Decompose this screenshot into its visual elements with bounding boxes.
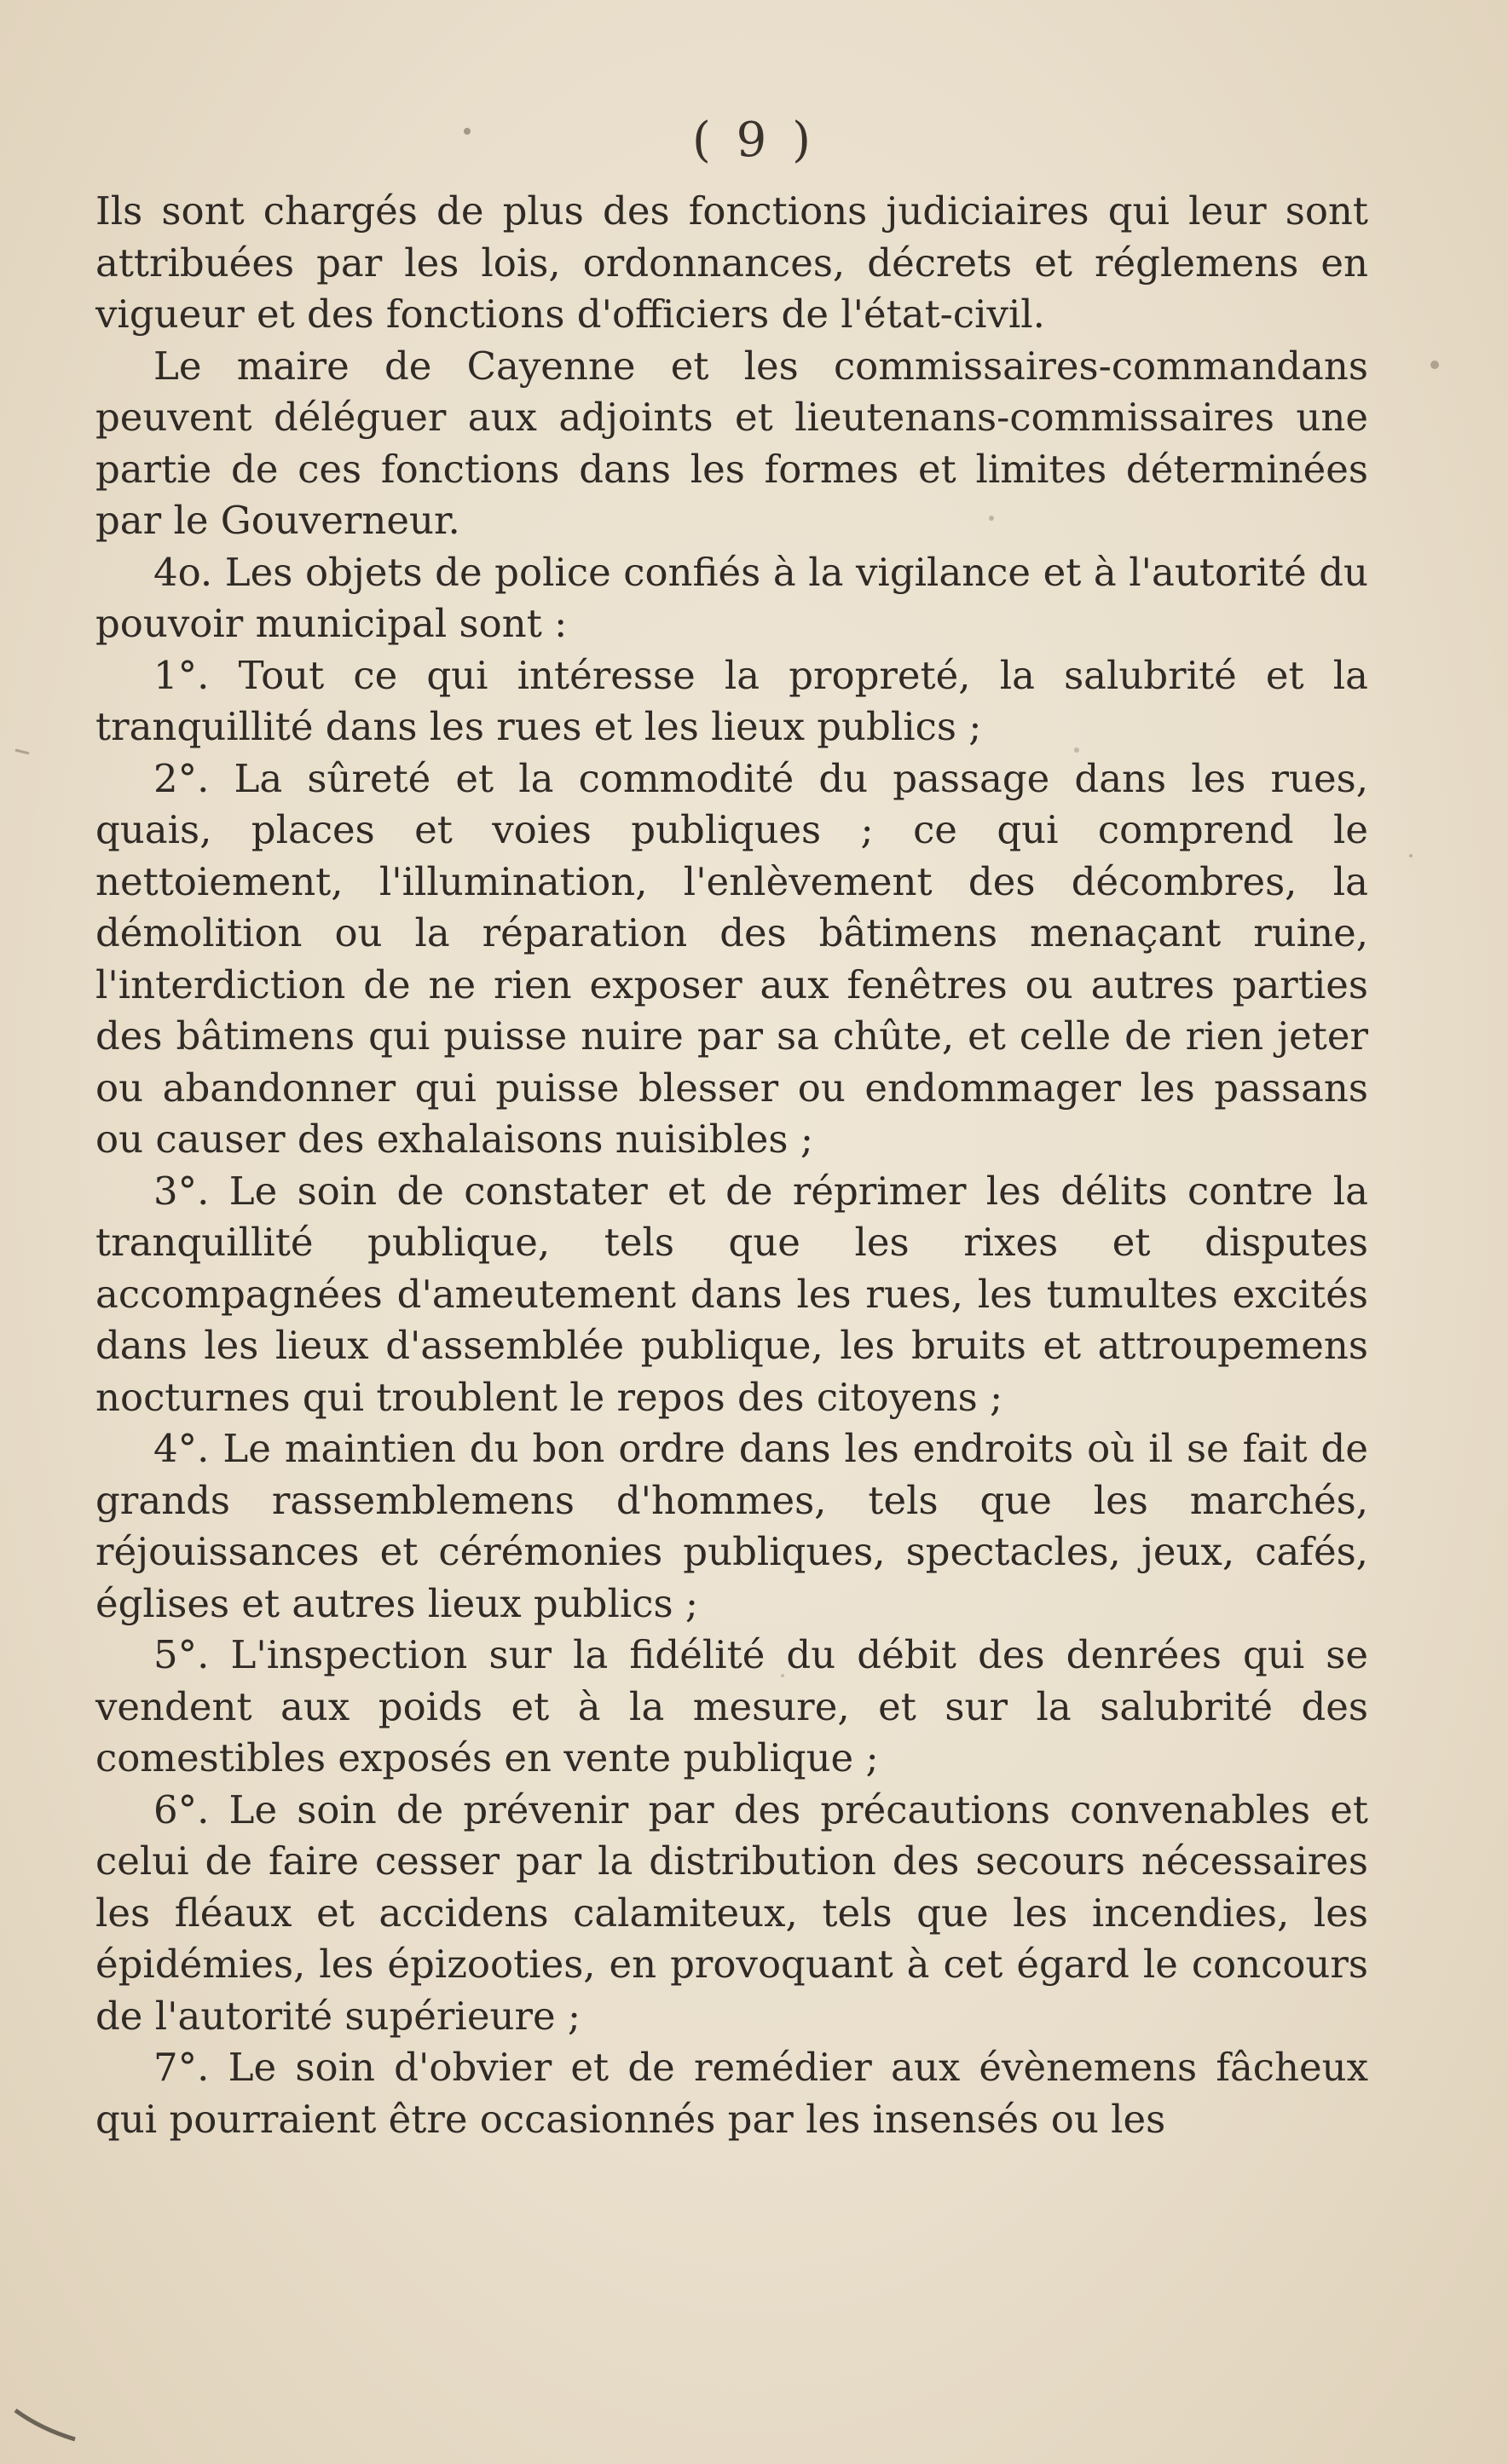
paragraph-judicial-functions: Ils sont chargés de plus des fonctions judiciaires qui leur sont attribuées par les lois, ordonnances, décrets et réglemens en vigueur et des fonctions d'officiers de l'état-civil.	[95, 188, 1368, 337]
paragraph-item-2: 2°. La sûreté et la commodité du passage dans les rues, quais, places et voies publiques ; ce qui comprend le nettoiement, l'illumination, l'enlèvement des décombres, la démolition ou la réparation des bâtimens menaçant ruine, l'interdiction de ne rien exposer aux fenêtres ou autres parties des bâtimens qui puisse nuire par sa chûte, et celle de rien jeter ou abandonner qui puisse blesser ou endommager les passans ou causer des exhalaisons nuisibles ;	[95, 755, 1368, 1162]
paragraph-police-objects: 4o. Les objets de police confiés à la vigilance et à l'autorité du pouvoir municipal sont :	[95, 549, 1368, 646]
paragraph-delegation: Le maire de Cayenne et les commissaires-commandans peuvent déléguer aux adjoints et lieutenans-commissaires une partie de ces fonctions dans les formes et limites déterminées par le Gouverneur.	[95, 343, 1368, 543]
paragraph-item-5: 5°. L'inspection sur la fidélité du débit des denrées qui se vendent aux poids et à la mesure, et sur la salubrité des comestibles exposés en vente publique ;	[95, 1632, 1368, 1780]
paragraph-item-1: 1°. Tout ce qui intéresse la propreté, la salubrité et la tranquillité dans les rues et les lieux publics ;	[95, 652, 1368, 749]
page-number: ( 9 )	[692, 113, 816, 168]
paragraph-item-3: 3°. Le soin de constater et de réprimer les délits contre la tranquillité publique, tels que les rixes et disputes accompagnées d'ameutement dans les rues, les tumultes excités dans les lieux d'assemblée publique, les bruits et attroupemens nocturnes qui troublent le repos des citoyens ;	[95, 1168, 1368, 1420]
body-text	[95, 186, 1368, 2145]
paragraph-item-6: 6°. Le soin de prévenir par des précautions convenables et celui de faire cesser par la distribution des secours nécessaires les fléaux et accidens calamiteux, tels que les incendies, les épidémies, les épizooties, en provoquant à cet égard le concours de l'autorité supérieure ;	[95, 1786, 1368, 2039]
paragraph-item-4: 4°. Le maintien du bon ordre dans les endroits où il se fait de grands rassemblemens d'hommes, tels que les marchés, réjouissances et cérémonies publiques, spectacles, jeux, cafés, églises et autres lieux publics ;	[95, 1426, 1368, 1626]
paragraph-item-7: 7°. Le soin d'obvier et de remédier aux évènemens fâcheux qui pourraient être occasionnés par les insensés ou les	[95, 2045, 1368, 2142]
